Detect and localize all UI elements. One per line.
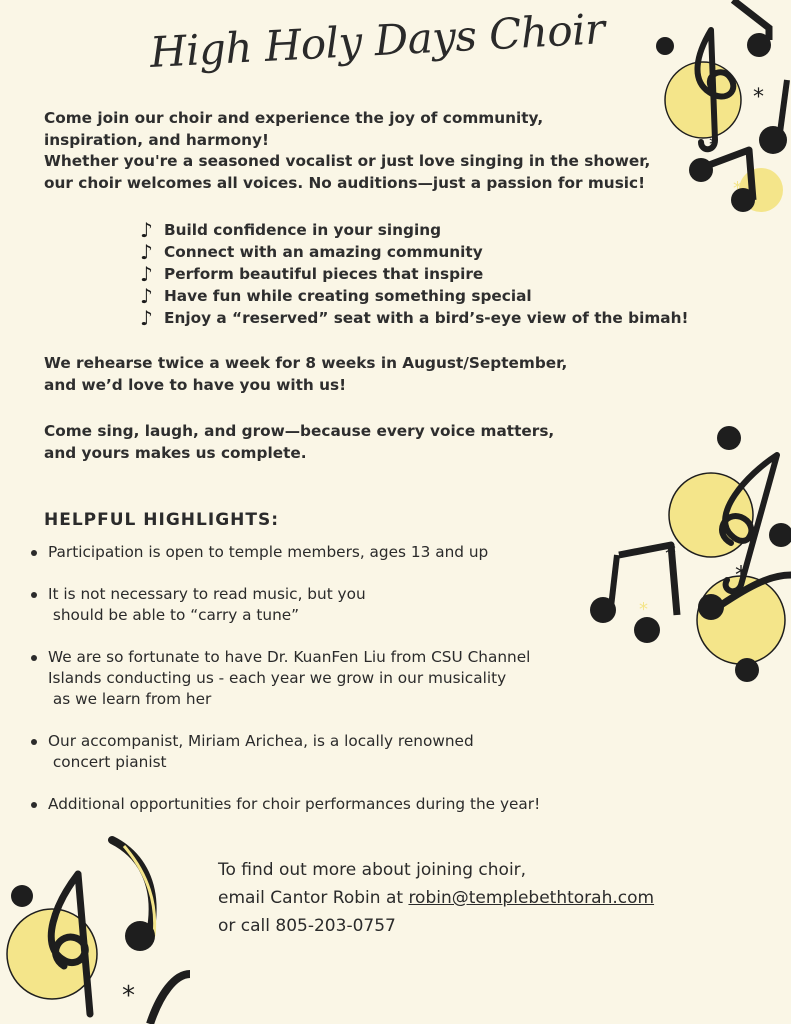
highlight-line: Additional opportunities for choir performances during the year!: [48, 795, 541, 813]
highlights-list: [28, 542, 668, 815]
highlight-item: [28, 731, 668, 773]
music-note-icon: ♪: [140, 240, 153, 264]
highlight-item: [28, 647, 668, 710]
highlight-line: Our accompanist, Miriam Arichea, is a locally renowned: [48, 732, 474, 750]
intro-line: Whether you're a seasoned vocalist or just love singing in the shower,: [44, 152, 651, 170]
contact-phone-line: or call 805-203-0757: [218, 916, 396, 936]
contact-line: To find out more about joining choir,: [218, 860, 527, 880]
intro-line: Come join our choir and experience the joy of community,: [44, 109, 544, 127]
benefit-text: Build confidence in your singing: [164, 221, 442, 239]
highlights-heading: HELPFUL HIGHLIGHTS:: [44, 510, 280, 530]
music-note-icon: ♪: [140, 306, 153, 330]
highlight-line: Participation is open to temple members, ages 13 and up: [48, 543, 489, 561]
intro-line: our choir welcomes all voices. No auditions—just a passion for music!: [44, 173, 646, 192]
highlight-line: It is not necessary to read music, but you: [48, 585, 366, 603]
benefits-list: [140, 219, 740, 329]
bullet-dot-icon: [31, 739, 37, 745]
svg-text:*: *: [665, 542, 676, 567]
rehearsal-paragraph: [44, 352, 664, 396]
benefit-text: Connect with an amazing community: [164, 243, 483, 261]
highlight-item: [28, 794, 668, 815]
bullet-dot-icon: [31, 550, 37, 556]
highlight-item: [28, 584, 668, 626]
svg-text:*: *: [753, 85, 764, 110]
closing-line: and yours makes us complete.: [44, 444, 307, 462]
benefit-item: [140, 307, 740, 329]
highlight-line: Islands conducting us - each year we grow in our musicality: [48, 669, 507, 687]
intro-line: inspiration, and harmony!: [44, 130, 269, 149]
benefit-text: Perform beautiful pieces that inspire: [164, 265, 484, 283]
music-notes-cluster-bottom-left: [0, 824, 205, 1024]
rehearsal-line: We rehearse twice a week for 8 weeks in August/September,: [44, 354, 568, 372]
highlight-line: concert pianist: [48, 753, 167, 771]
highlight-line: as we learn from her: [48, 690, 212, 708]
benefit-item: [140, 285, 740, 307]
benefit-text: Enjoy a “reserved” seat with a bird’s-eye view of the bimah!: [164, 309, 689, 327]
svg-text:*: *: [733, 178, 742, 199]
svg-text:*: *: [735, 561, 747, 589]
benefit-text: Have fun while creating something special: [164, 287, 532, 305]
bullet-dot-icon: [31, 592, 37, 598]
bullet-dot-icon: [31, 655, 37, 661]
rehearsal-line: and we’d love to have you with us!: [44, 376, 347, 394]
email-link[interactable]: robin@templebethtorah.com: [408, 888, 655, 908]
music-note-icon: ♪: [140, 218, 153, 242]
benefit-item: [140, 219, 740, 241]
closing-paragraph: [44, 420, 664, 464]
highlight-item: [28, 542, 668, 563]
benefit-item: [140, 263, 740, 285]
bullet-dot-icon: [31, 802, 37, 808]
contact-email-prefix: email Cantor Robin at: [218, 888, 409, 908]
highlight-line: should be able to “carry a tune”: [48, 606, 300, 624]
svg-text:*: *: [122, 981, 135, 1011]
closing-line: Come sing, laugh, and grow—because every voice matters,: [44, 422, 555, 440]
contact-info: [218, 856, 778, 940]
benefit-item: [140, 241, 740, 263]
page-title: High Holy Days Choir: [148, 4, 606, 77]
contact-line: [218, 884, 778, 912]
highlight-line: We are so fortunate to have Dr. KuanFen Liu from CSU Channel: [48, 648, 531, 666]
svg-text:*: *: [639, 599, 648, 620]
svg-text:*: *: [709, 134, 718, 155]
music-note-icon: ♪: [140, 262, 153, 286]
music-note-icon: ♪: [140, 284, 153, 308]
intro-paragraph: [44, 108, 704, 194]
